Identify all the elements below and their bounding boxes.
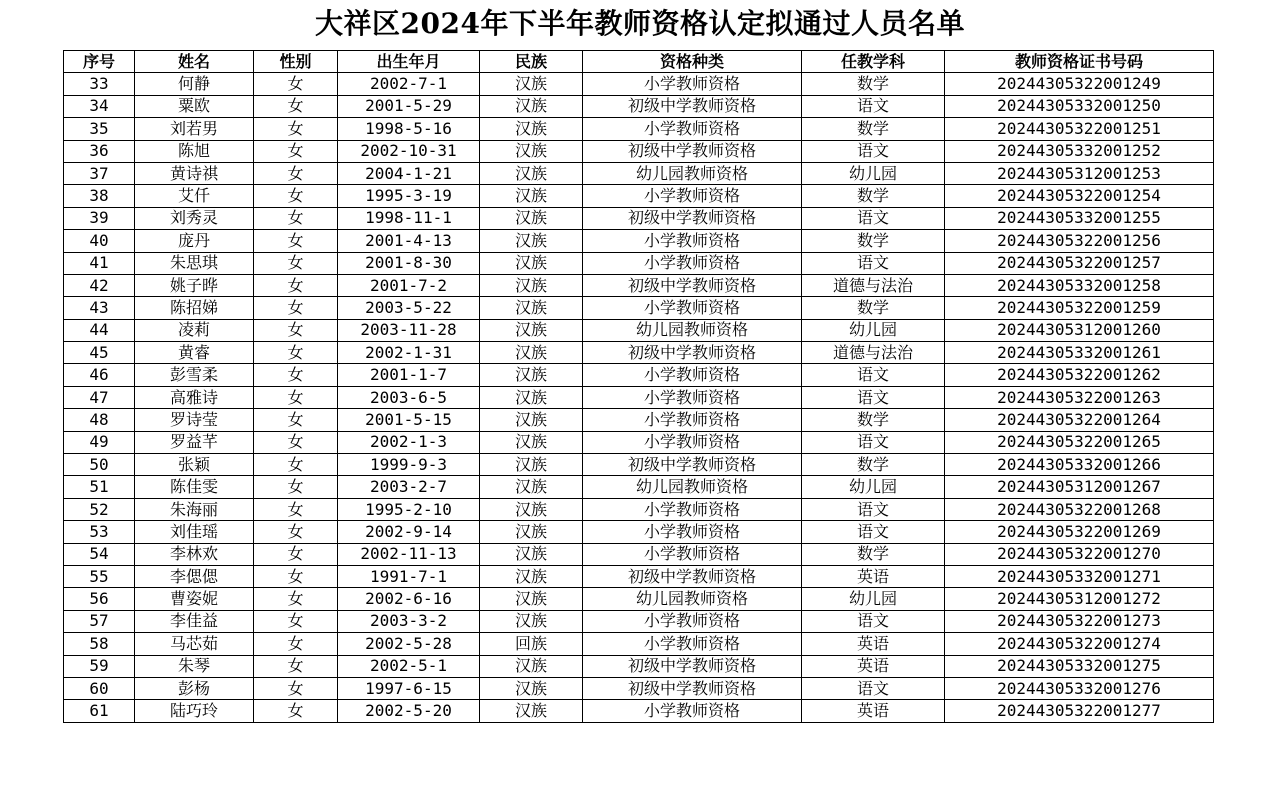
- cell-gender: 女: [254, 319, 338, 341]
- cell-ethnicity: 汉族: [480, 274, 583, 296]
- roster-table: [63, 50, 1214, 723]
- cell-index: 35: [64, 118, 135, 140]
- cell-index: 54: [64, 543, 135, 565]
- cell-certificate-number: 20244305322001268: [945, 498, 1214, 520]
- cell-birthdate: 1991-7-1: [338, 565, 480, 587]
- table-row: [64, 342, 1214, 364]
- table-row: [64, 677, 1214, 699]
- cell-certificate-number: 20244305322001263: [945, 386, 1214, 408]
- cell-ethnicity: 汉族: [480, 386, 583, 408]
- cell-qualification-type: 小学教师资格: [583, 610, 802, 632]
- cell-qualification-type: 初级中学教师资格: [583, 565, 802, 587]
- cell-ethnicity: 汉族: [480, 185, 583, 207]
- cell-subject: 数学: [802, 543, 945, 565]
- cell-index: 58: [64, 633, 135, 655]
- cell-index: 43: [64, 297, 135, 319]
- cell-index: 57: [64, 610, 135, 632]
- cell-index: 48: [64, 409, 135, 431]
- cell-subject: 数学: [802, 185, 945, 207]
- cell-name: 陈佳雯: [135, 476, 254, 498]
- cell-index: 52: [64, 498, 135, 520]
- cell-birthdate: 2003-6-5: [338, 386, 480, 408]
- cell-ethnicity: 汉族: [480, 498, 583, 520]
- cell-ethnicity: 汉族: [480, 655, 583, 677]
- cell-certificate-number: 20244305322001257: [945, 252, 1214, 274]
- cell-name: 高雅诗: [135, 386, 254, 408]
- table-row: [64, 118, 1214, 140]
- header-row: [64, 51, 1214, 73]
- table-row: [64, 207, 1214, 229]
- cell-birthdate: 2002-7-1: [338, 73, 480, 95]
- cell-name: 曹姿妮: [135, 588, 254, 610]
- cell-index: 47: [64, 386, 135, 408]
- cell-certificate-number: 20244305332001258: [945, 274, 1214, 296]
- cell-certificate-number: 20244305322001274: [945, 633, 1214, 655]
- cell-subject: 数学: [802, 409, 945, 431]
- cell-gender: 女: [254, 655, 338, 677]
- cell-gender: 女: [254, 565, 338, 587]
- cell-birthdate: 2003-2-7: [338, 476, 480, 498]
- table-row: [64, 655, 1214, 677]
- cell-name: 马芯茹: [135, 633, 254, 655]
- cell-certificate-number: 20244305332001276: [945, 677, 1214, 699]
- cell-qualification-type: 小学教师资格: [583, 633, 802, 655]
- cell-certificate-number: 20244305322001264: [945, 409, 1214, 431]
- cell-certificate-number: 20244305312001253: [945, 162, 1214, 184]
- cell-gender: 女: [254, 700, 338, 722]
- cell-name: 艾仟: [135, 185, 254, 207]
- cell-index: 39: [64, 207, 135, 229]
- table-row: [64, 319, 1214, 341]
- cell-subject: 英语: [802, 565, 945, 587]
- cell-index: 44: [64, 319, 135, 341]
- cell-gender: 女: [254, 588, 338, 610]
- cell-birthdate: 2002-1-3: [338, 431, 480, 453]
- cell-ethnicity: 汉族: [480, 588, 583, 610]
- cell-birthdate: 2002-5-1: [338, 655, 480, 677]
- cell-subject: 语文: [802, 610, 945, 632]
- cell-subject: 语文: [802, 498, 945, 520]
- cell-birthdate: 2001-7-2: [338, 274, 480, 296]
- table-row: [64, 476, 1214, 498]
- cell-qualification-type: 初级中学教师资格: [583, 207, 802, 229]
- cell-subject: 幼儿园: [802, 476, 945, 498]
- cell-index: 42: [64, 274, 135, 296]
- table-row: [64, 95, 1214, 117]
- cell-subject: 语文: [802, 431, 945, 453]
- table-row: [64, 252, 1214, 274]
- cell-index: 46: [64, 364, 135, 386]
- cell-index: 38: [64, 185, 135, 207]
- column-header-certificate-number: 教师资格证书号码: [945, 51, 1214, 73]
- cell-birthdate: 2003-5-22: [338, 297, 480, 319]
- cell-ethnicity: 汉族: [480, 73, 583, 95]
- cell-birthdate: 1995-2-10: [338, 498, 480, 520]
- cell-gender: 女: [254, 118, 338, 140]
- cell-name: 何静: [135, 73, 254, 95]
- cell-name: 庞丹: [135, 230, 254, 252]
- table-row: [64, 610, 1214, 632]
- cell-name: 黄诗祺: [135, 162, 254, 184]
- cell-gender: 女: [254, 521, 338, 543]
- cell-qualification-type: 小学教师资格: [583, 230, 802, 252]
- cell-index: 60: [64, 677, 135, 699]
- cell-index: 50: [64, 454, 135, 476]
- cell-subject: 数学: [802, 118, 945, 140]
- cell-certificate-number: 20244305322001256: [945, 230, 1214, 252]
- cell-qualification-type: 初级中学教师资格: [583, 95, 802, 117]
- cell-qualification-type: 小学教师资格: [583, 118, 802, 140]
- cell-name: 彭雪柔: [135, 364, 254, 386]
- cell-ethnicity: 汉族: [480, 162, 583, 184]
- cell-birthdate: 2001-5-15: [338, 409, 480, 431]
- cell-birthdate: 2002-6-16: [338, 588, 480, 610]
- cell-birthdate: 1998-11-1: [338, 207, 480, 229]
- cell-ethnicity: 汉族: [480, 565, 583, 587]
- cell-subject: 语文: [802, 140, 945, 162]
- cell-certificate-number: 20244305312001267: [945, 476, 1214, 498]
- cell-subject: 英语: [802, 700, 945, 722]
- cell-name: 陈招娣: [135, 297, 254, 319]
- table-row: [64, 297, 1214, 319]
- cell-birthdate: 2001-8-30: [338, 252, 480, 274]
- cell-certificate-number: 20244305332001271: [945, 565, 1214, 587]
- table-row: [64, 700, 1214, 722]
- cell-index: 53: [64, 521, 135, 543]
- column-header-qualification-type: 资格种类: [583, 51, 802, 73]
- cell-ethnicity: 汉族: [480, 230, 583, 252]
- table-body: [64, 73, 1214, 722]
- cell-gender: 女: [254, 252, 338, 274]
- cell-birthdate: 2002-1-31: [338, 342, 480, 364]
- cell-ethnicity: 汉族: [480, 297, 583, 319]
- cell-qualification-type: 小学教师资格: [583, 543, 802, 565]
- table-row: [64, 274, 1214, 296]
- cell-qualification-type: 小学教师资格: [583, 386, 802, 408]
- cell-name: 陈旭: [135, 140, 254, 162]
- cell-qualification-type: 初级中学教师资格: [583, 140, 802, 162]
- cell-gender: 女: [254, 476, 338, 498]
- cell-ethnicity: 汉族: [480, 409, 583, 431]
- cell-index: 55: [64, 565, 135, 587]
- cell-gender: 女: [254, 543, 338, 565]
- cell-name: 罗诗莹: [135, 409, 254, 431]
- cell-name: 李林欢: [135, 543, 254, 565]
- cell-subject: 英语: [802, 633, 945, 655]
- column-header-subject: 任教学科: [802, 51, 945, 73]
- cell-index: 61: [64, 700, 135, 722]
- cell-birthdate: 2002-5-20: [338, 700, 480, 722]
- cell-name: 朱琴: [135, 655, 254, 677]
- cell-subject: 语文: [802, 207, 945, 229]
- cell-certificate-number: 20244305322001269: [945, 521, 1214, 543]
- cell-gender: 女: [254, 454, 338, 476]
- cell-gender: 女: [254, 409, 338, 431]
- cell-birthdate: 2002-9-14: [338, 521, 480, 543]
- cell-subject: 语文: [802, 95, 945, 117]
- cell-name: 粟欧: [135, 95, 254, 117]
- cell-name: 黄睿: [135, 342, 254, 364]
- cell-gender: 女: [254, 431, 338, 453]
- cell-subject: 语文: [802, 252, 945, 274]
- cell-qualification-type: 初级中学教师资格: [583, 677, 802, 699]
- cell-certificate-number: 20244305332001266: [945, 454, 1214, 476]
- table-row: [64, 386, 1214, 408]
- table-row: [64, 431, 1214, 453]
- cell-subject: 道德与法治: [802, 274, 945, 296]
- cell-subject: 数学: [802, 73, 945, 95]
- cell-gender: 女: [254, 610, 338, 632]
- cell-birthdate: 1999-9-3: [338, 454, 480, 476]
- cell-name: 刘若男: [135, 118, 254, 140]
- table-row: [64, 565, 1214, 587]
- cell-subject: 幼儿园: [802, 319, 945, 341]
- cell-index: 49: [64, 431, 135, 453]
- cell-subject: 语文: [802, 521, 945, 543]
- cell-certificate-number: 20244305322001270: [945, 543, 1214, 565]
- cell-ethnicity: 汉族: [480, 140, 583, 162]
- cell-name: 陆巧玲: [135, 700, 254, 722]
- cell-subject: 英语: [802, 655, 945, 677]
- cell-birthdate: 2004-1-21: [338, 162, 480, 184]
- cell-birthdate: 2003-3-2: [338, 610, 480, 632]
- column-header-ethnicity: 民族: [480, 51, 583, 73]
- cell-certificate-number: 20244305322001277: [945, 700, 1214, 722]
- cell-birthdate: 1998-5-16: [338, 118, 480, 140]
- cell-ethnicity: 汉族: [480, 543, 583, 565]
- column-header-index: 序号: [64, 51, 135, 73]
- cell-ethnicity: 汉族: [480, 207, 583, 229]
- cell-subject: 幼儿园: [802, 588, 945, 610]
- cell-certificate-number: 20244305322001251: [945, 118, 1214, 140]
- table-row: [64, 498, 1214, 520]
- column-header-birthdate: 出生年月: [338, 51, 480, 73]
- table-row: [64, 230, 1214, 252]
- cell-birthdate: 2002-5-28: [338, 633, 480, 655]
- cell-qualification-type: 小学教师资格: [583, 73, 802, 95]
- table-row: [64, 409, 1214, 431]
- cell-index: 33: [64, 73, 135, 95]
- cell-birthdate: 2002-11-13: [338, 543, 480, 565]
- cell-qualification-type: 小学教师资格: [583, 185, 802, 207]
- cell-subject: 幼儿园: [802, 162, 945, 184]
- cell-birthdate: 1997-6-15: [338, 677, 480, 699]
- cell-gender: 女: [254, 633, 338, 655]
- cell-ethnicity: 汉族: [480, 700, 583, 722]
- cell-ethnicity: 汉族: [480, 454, 583, 476]
- cell-birthdate: 2001-1-7: [338, 364, 480, 386]
- cell-name: 朱海丽: [135, 498, 254, 520]
- cell-qualification-type: 小学教师资格: [583, 252, 802, 274]
- cell-qualification-type: 初级中学教师资格: [583, 342, 802, 364]
- table-row: [64, 521, 1214, 543]
- cell-ethnicity: 汉族: [480, 677, 583, 699]
- cell-qualification-type: 幼儿园教师资格: [583, 319, 802, 341]
- cell-ethnicity: 汉族: [480, 431, 583, 453]
- cell-ethnicity: 汉族: [480, 476, 583, 498]
- cell-gender: 女: [254, 274, 338, 296]
- cell-ethnicity: 汉族: [480, 118, 583, 140]
- cell-name: 张颖: [135, 454, 254, 476]
- cell-gender: 女: [254, 230, 338, 252]
- cell-qualification-type: 初级中学教师资格: [583, 274, 802, 296]
- cell-qualification-type: 小学教师资格: [583, 409, 802, 431]
- cell-qualification-type: 初级中学教师资格: [583, 454, 802, 476]
- cell-name: 朱思琪: [135, 252, 254, 274]
- page-title: 大祥区2024年下半年教师资格认定拟通过人员名单: [315, 7, 965, 40]
- cell-qualification-type: 小学教师资格: [583, 700, 802, 722]
- cell-index: 37: [64, 162, 135, 184]
- cell-ethnicity: 汉族: [480, 95, 583, 117]
- column-header-name: 姓名: [135, 51, 254, 73]
- cell-name: 李偲偲: [135, 565, 254, 587]
- cell-certificate-number: 20244305322001265: [945, 431, 1214, 453]
- cell-subject: 数学: [802, 297, 945, 319]
- cell-name: 凌莉: [135, 319, 254, 341]
- cell-index: 40: [64, 230, 135, 252]
- cell-gender: 女: [254, 342, 338, 364]
- cell-certificate-number: 20244305322001262: [945, 364, 1214, 386]
- cell-ethnicity: 回族: [480, 633, 583, 655]
- cell-subject: 语文: [802, 677, 945, 699]
- cell-gender: 女: [254, 162, 338, 184]
- cell-certificate-number: 20244305332001250: [945, 95, 1214, 117]
- cell-name: 刘佳瑶: [135, 521, 254, 543]
- cell-certificate-number: 20244305312001272: [945, 588, 1214, 610]
- cell-certificate-number: 20244305332001252: [945, 140, 1214, 162]
- cell-qualification-type: 幼儿园教师资格: [583, 476, 802, 498]
- cell-qualification-type: 小学教师资格: [583, 521, 802, 543]
- cell-certificate-number: 20244305322001254: [945, 185, 1214, 207]
- cell-index: 45: [64, 342, 135, 364]
- table-row: [64, 454, 1214, 476]
- cell-ethnicity: 汉族: [480, 521, 583, 543]
- cell-name: 罗益芊: [135, 431, 254, 453]
- cell-birthdate: 2002-10-31: [338, 140, 480, 162]
- cell-certificate-number: 20244305332001255: [945, 207, 1214, 229]
- cell-name: 姚子晔: [135, 274, 254, 296]
- table-row: [64, 633, 1214, 655]
- cell-qualification-type: 幼儿园教师资格: [583, 588, 802, 610]
- cell-index: 41: [64, 252, 135, 274]
- cell-certificate-number: 20244305322001273: [945, 610, 1214, 632]
- cell-birthdate: 2001-4-13: [338, 230, 480, 252]
- table-row: [64, 543, 1214, 565]
- cell-qualification-type: 初级中学教师资格: [583, 655, 802, 677]
- cell-ethnicity: 汉族: [480, 342, 583, 364]
- cell-qualification-type: 小学教师资格: [583, 498, 802, 520]
- table-row: [64, 140, 1214, 162]
- cell-ethnicity: 汉族: [480, 252, 583, 274]
- cell-certificate-number: 20244305322001259: [945, 297, 1214, 319]
- cell-ethnicity: 汉族: [480, 364, 583, 386]
- cell-ethnicity: 汉族: [480, 319, 583, 341]
- table-row: [64, 588, 1214, 610]
- cell-name: 刘秀灵: [135, 207, 254, 229]
- cell-certificate-number: 20244305332001261: [945, 342, 1214, 364]
- table-row: [64, 185, 1214, 207]
- column-header-gender: 性别: [254, 51, 338, 73]
- cell-birthdate: 2003-11-28: [338, 319, 480, 341]
- cell-subject: 语文: [802, 364, 945, 386]
- table-row: [64, 73, 1214, 95]
- cell-name: 彭杨: [135, 677, 254, 699]
- cell-index: 59: [64, 655, 135, 677]
- cell-index: 51: [64, 476, 135, 498]
- cell-certificate-number: 20244305322001249: [945, 73, 1214, 95]
- cell-birthdate: 1995-3-19: [338, 185, 480, 207]
- cell-index: 36: [64, 140, 135, 162]
- cell-qualification-type: 小学教师资格: [583, 297, 802, 319]
- cell-subject: 数学: [802, 454, 945, 476]
- cell-index: 34: [64, 95, 135, 117]
- cell-gender: 女: [254, 498, 338, 520]
- cell-subject: 语文: [802, 386, 945, 408]
- cell-gender: 女: [254, 677, 338, 699]
- cell-certificate-number: 20244305312001260: [945, 319, 1214, 341]
- cell-gender: 女: [254, 95, 338, 117]
- cell-ethnicity: 汉族: [480, 610, 583, 632]
- cell-certificate-number: 20244305332001275: [945, 655, 1214, 677]
- cell-gender: 女: [254, 207, 338, 229]
- cell-gender: 女: [254, 140, 338, 162]
- cell-subject: 数学: [802, 230, 945, 252]
- cell-gender: 女: [254, 73, 338, 95]
- cell-gender: 女: [254, 386, 338, 408]
- cell-qualification-type: 小学教师资格: [583, 431, 802, 453]
- table-row: [64, 162, 1214, 184]
- cell-subject: 道德与法治: [802, 342, 945, 364]
- cell-name: 李佳益: [135, 610, 254, 632]
- table-row: [64, 364, 1214, 386]
- cell-gender: 女: [254, 185, 338, 207]
- cell-index: 56: [64, 588, 135, 610]
- cell-qualification-type: 小学教师资格: [583, 364, 802, 386]
- cell-gender: 女: [254, 364, 338, 386]
- cell-qualification-type: 幼儿园教师资格: [583, 162, 802, 184]
- cell-birthdate: 2001-5-29: [338, 95, 480, 117]
- cell-gender: 女: [254, 297, 338, 319]
